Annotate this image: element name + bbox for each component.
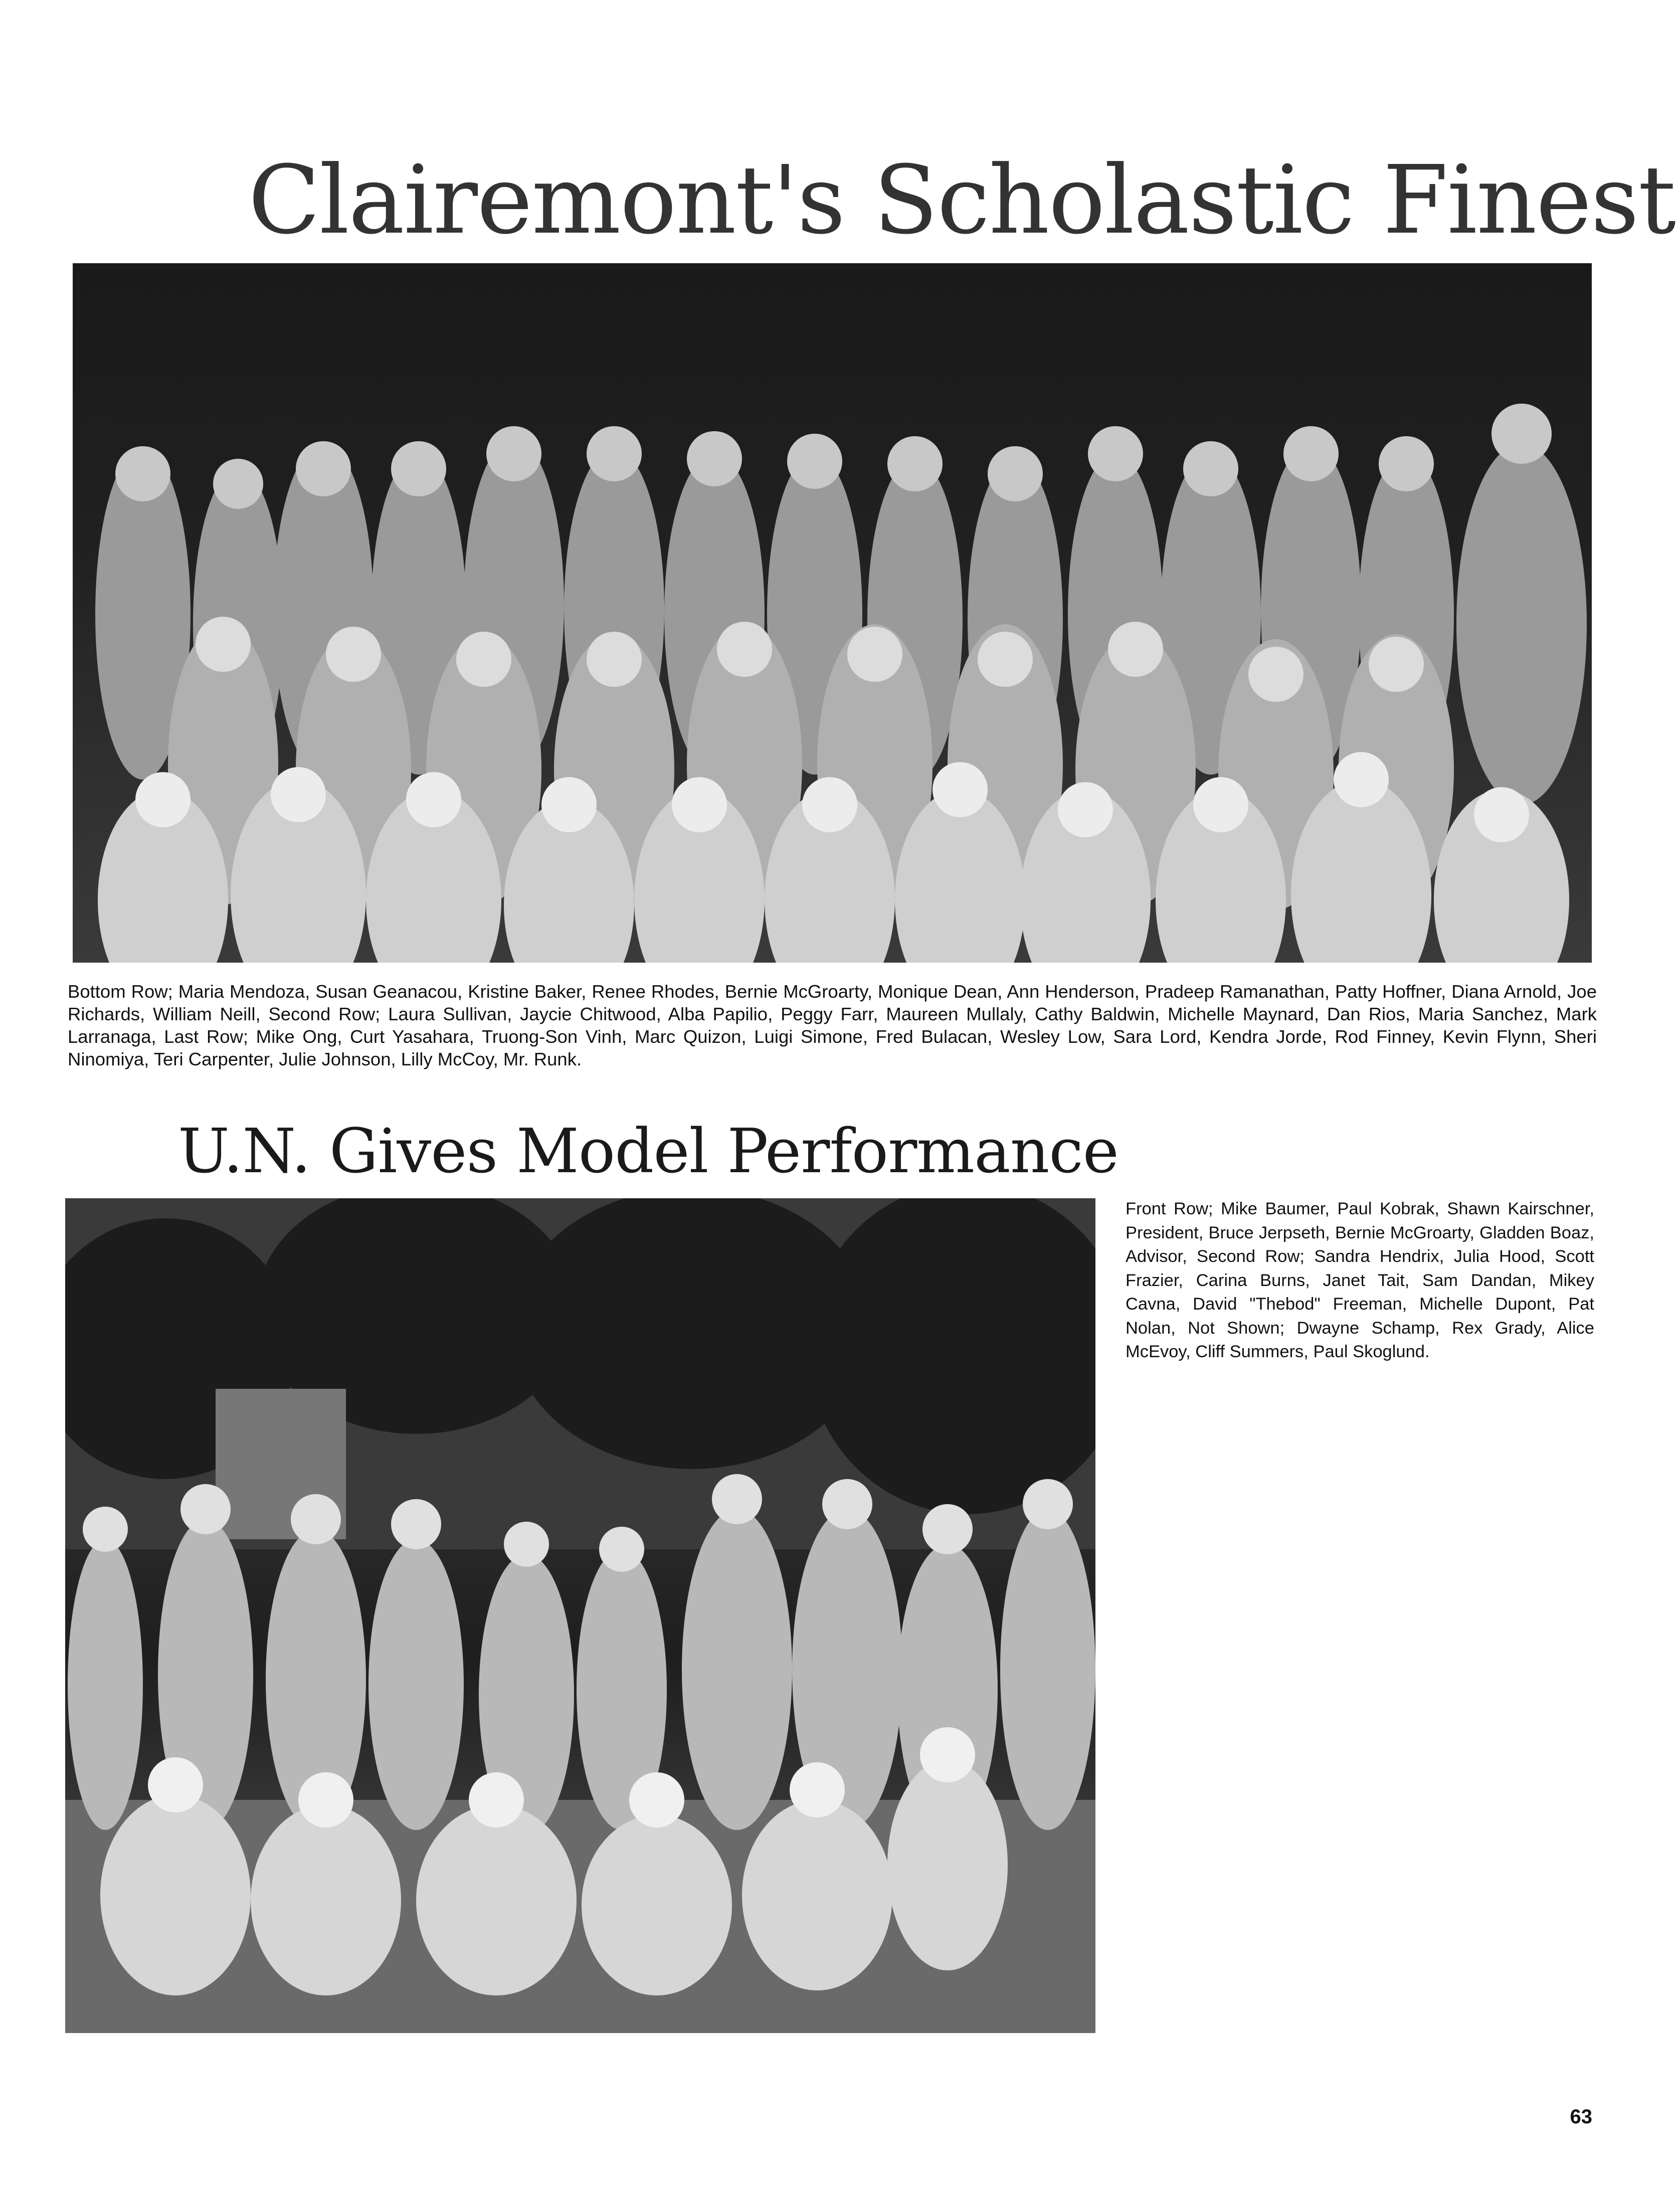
page-number: 63 [1570,2106,1592,2128]
page-title-scholastic-finest: Clairemont's Scholastic Finest [248,145,1675,255]
section-title-un-model: U.N. Gives Model Performance [178,1116,1118,1187]
group-photo-scholastic [73,263,1592,963]
group-photo-un [65,1198,1095,2033]
group-photo-scholastic-illustration [73,263,1592,963]
caption-scholastic-names: Bottom Row; Maria Mendoza, Susan Geanacou, Kristine Baker, Renee Rhodes, Bernie McGroarty, Monique Dean, Ann Henderson, Pradeep Ramanathan, Patty Hoffner, Diana Arnold, Joe Richards, William Neill, Second Row; Laura Sullivan, Jaycie Chitwood, Alba Papilio, Peggy Farr, Maureen Mullaly, Cathy Baldwin, Michelle Maynard, Dan Rios, Maria Sanchez, Mark Larranaga, Last Row; Mike Ong, Curt Yasahara, Truong-Son Vinh, Marc Quizon, Luigi Simone, Fred Bulacan, Wesley Low, Sara Lord, Kendra Jorde, Rod Finney, Kevin Flynn, Sheri Ninomiya, Teri Carpenter, Julie Johnson, Lilly McCoy, Mr. Runk. [68,981,1597,1069]
group-photo-un-illustration [65,1198,1095,2033]
caption-un-names: Front Row; Mike Baumer, Paul Kobrak, Shawn Kairschner, President, Bruce Jerpseth, Bernie McGroarty, Gladden Boaz, Advisor, Second Row; Sandra Hendrix, Julia Hood, Scott Frazier, Carina Burns, Janet Tait, Sam Dandan, Mikey Cavna, David "Thebod" Freeman, Michelle Dupont, Pat Nolan, Not Shown; Dwayne Schamp, Rex Grady, Alice McEvoy, Cliff Summers, Paul Skoglund. [1126,1199,1594,1361]
